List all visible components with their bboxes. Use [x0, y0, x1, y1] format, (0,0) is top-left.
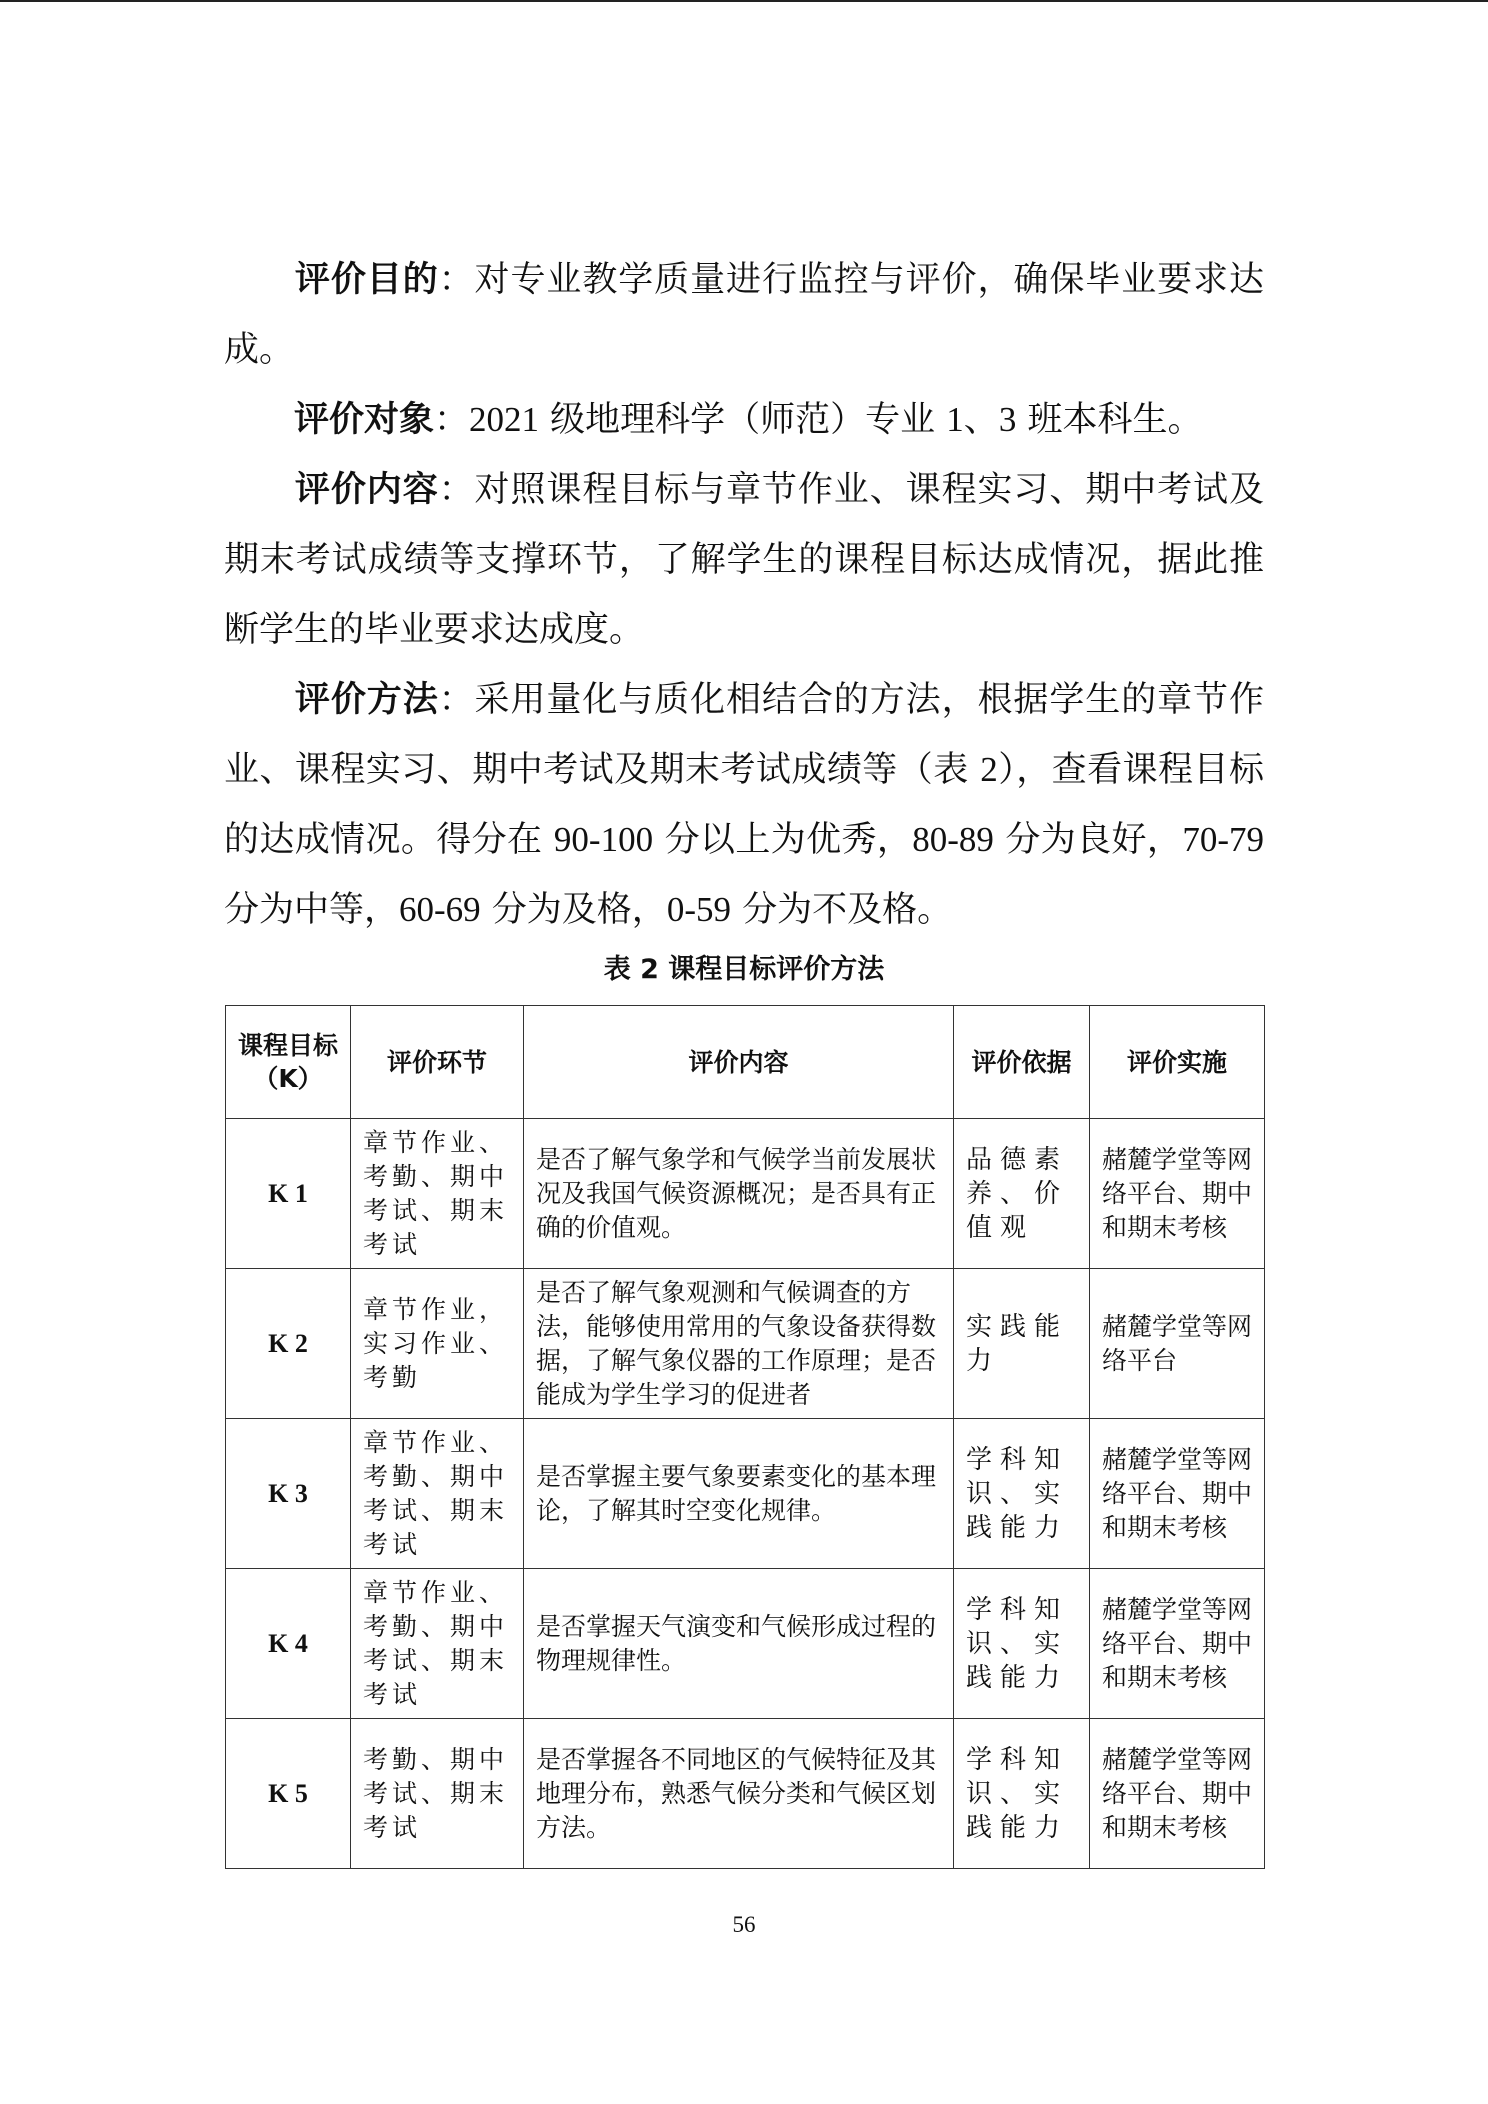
- content-cell: 是否了解气象观测和气候调查的方法，能够使用常用的气象设备获得数据，了解气象仪器的工作原理；是否能成为学生学习的促进者: [524, 1269, 954, 1419]
- method-text-6: 分为及格，: [480, 890, 667, 930]
- method-text-2: ），查看课程目标的达成情况。得分在: [224, 750, 1264, 860]
- object-year: 2021: [469, 400, 540, 439]
- content-label: 评价内容: [294, 470, 439, 510]
- implementation-cell: 赭麓学堂等网络平台、期中和期末考核: [1090, 1719, 1265, 1869]
- object-text-mid2: 、: [963, 400, 999, 440]
- implementation-cell: 赭麓学堂等网络平台、期中和期末考核: [1090, 1569, 1265, 1719]
- content-cell: 是否掌握各不同地区的气候特征及其地理分布，熟悉气候分类和气候区划方法。: [524, 1719, 954, 1869]
- goal-cell: K 5: [226, 1719, 351, 1869]
- good-range: 80-89: [912, 820, 994, 859]
- implementation-cell: 赭麓学堂等网络平台、期中和期末考核: [1090, 1419, 1265, 1569]
- method-text-3: 分以上为优秀，: [653, 820, 913, 860]
- basis-cell: 品德素养、价值观: [954, 1119, 1090, 1269]
- purpose-text: ：对专业教学质量进行监控与评价，确保毕业要求达成。: [224, 260, 1264, 370]
- basis-cell: 学科知识、实践能力: [954, 1719, 1090, 1869]
- stage-cell: 章节作业、考勤、期中考试、期末考试: [351, 1569, 524, 1719]
- table-row: [226, 1119, 1265, 1269]
- basis-cell: 实践能力: [954, 1269, 1090, 1419]
- table-header-row: [226, 1006, 1265, 1119]
- method-table-ref: 2: [980, 750, 998, 789]
- method-text-5: 分为中等，: [224, 890, 400, 930]
- stage-cell: 章节作业、考勤、期中考试、期末考试: [351, 1119, 524, 1269]
- table-caption: 表 2 课程目标评价方法: [603, 954, 885, 985]
- implementation-cell: 赭麓学堂等网络平台: [1090, 1269, 1265, 1419]
- paragraph-purpose: [224, 245, 1264, 385]
- header-implementation: 评价实施: [1090, 1006, 1265, 1119]
- object-text-before: ：: [434, 400, 470, 440]
- stage-cell: 考勤、期中考试、期末考试: [351, 1719, 524, 1869]
- page-number: 56: [732, 1912, 756, 1937]
- stage-cell: 章节作业、考勤、期中考试、期末考试: [351, 1419, 524, 1569]
- excellent-range: 90-100: [553, 820, 654, 859]
- content-cell: 是否了解气象学和气候学当前发展状况及我国气候资源概况；是否具有正确的价值观。: [524, 1119, 954, 1269]
- paragraph-object: [224, 385, 1264, 455]
- paragraph-content: [224, 455, 1264, 665]
- paragraph-method: [224, 665, 1264, 945]
- header-course-goal: 课程目标（K）: [226, 1006, 351, 1119]
- content-cell: 是否掌握主要气象要素变化的基本理论，了解其时空变化规律。: [524, 1419, 954, 1569]
- goal-cell: K 4: [226, 1569, 351, 1719]
- basis-cell: 学科知识、实践能力: [954, 1569, 1090, 1719]
- purpose-label: 评价目的: [294, 260, 439, 300]
- table-row: [226, 1269, 1265, 1419]
- object-text-after: 班本科生。: [1016, 400, 1203, 440]
- goal-cell: K 1: [226, 1119, 351, 1269]
- evaluation-table: [225, 1005, 1265, 1869]
- header-basis: 评价依据: [954, 1006, 1090, 1119]
- pass-range: 60-69: [399, 890, 481, 929]
- content-cell: 是否掌握天气演变和气候形成过程的物理规律性。: [524, 1569, 954, 1719]
- method-text-7: 分为不及格。: [730, 890, 953, 930]
- content-text: ：对照课程目标与章节作业、课程实习、期中考试及期末考试成绩等支撑环节，了解学生的课程目标达成情况，据此推断学生的毕业要求达成度。: [224, 470, 1264, 650]
- stage-cell: 章节作业，实习作业、考勤: [351, 1269, 524, 1419]
- method-text-4: 分为良好，: [993, 820, 1183, 860]
- object-class-2: 3: [998, 400, 1017, 439]
- table-row: [226, 1569, 1265, 1719]
- object-class-1: 1: [946, 400, 964, 439]
- method-text-1: ：采用量化与质化相结合的方法，根据学生的章节作业、课程实习、期中考试及期末考试成绩等（表: [224, 680, 1264, 790]
- table-row: [226, 1719, 1265, 1869]
- page-top-border: [0, 0, 1488, 2]
- basis-cell: 学科知识、实践能力: [954, 1419, 1090, 1569]
- table-row: [226, 1419, 1265, 1569]
- goal-cell: K 3: [226, 1419, 351, 1569]
- fail-range: 0-59: [666, 890, 731, 929]
- header-stage: 评价环节: [351, 1006, 524, 1119]
- implementation-cell: 赭麓学堂等网络平台、期中和期末考核: [1090, 1119, 1265, 1269]
- medium-range: 70-79: [1182, 820, 1264, 859]
- object-text-mid: 级地理科学（师范）专业: [539, 400, 947, 440]
- method-label: 评价方法: [294, 680, 439, 720]
- header-content: 评价内容: [524, 1006, 954, 1119]
- object-label: 评价对象: [294, 400, 435, 440]
- goal-cell: K 2: [226, 1269, 351, 1419]
